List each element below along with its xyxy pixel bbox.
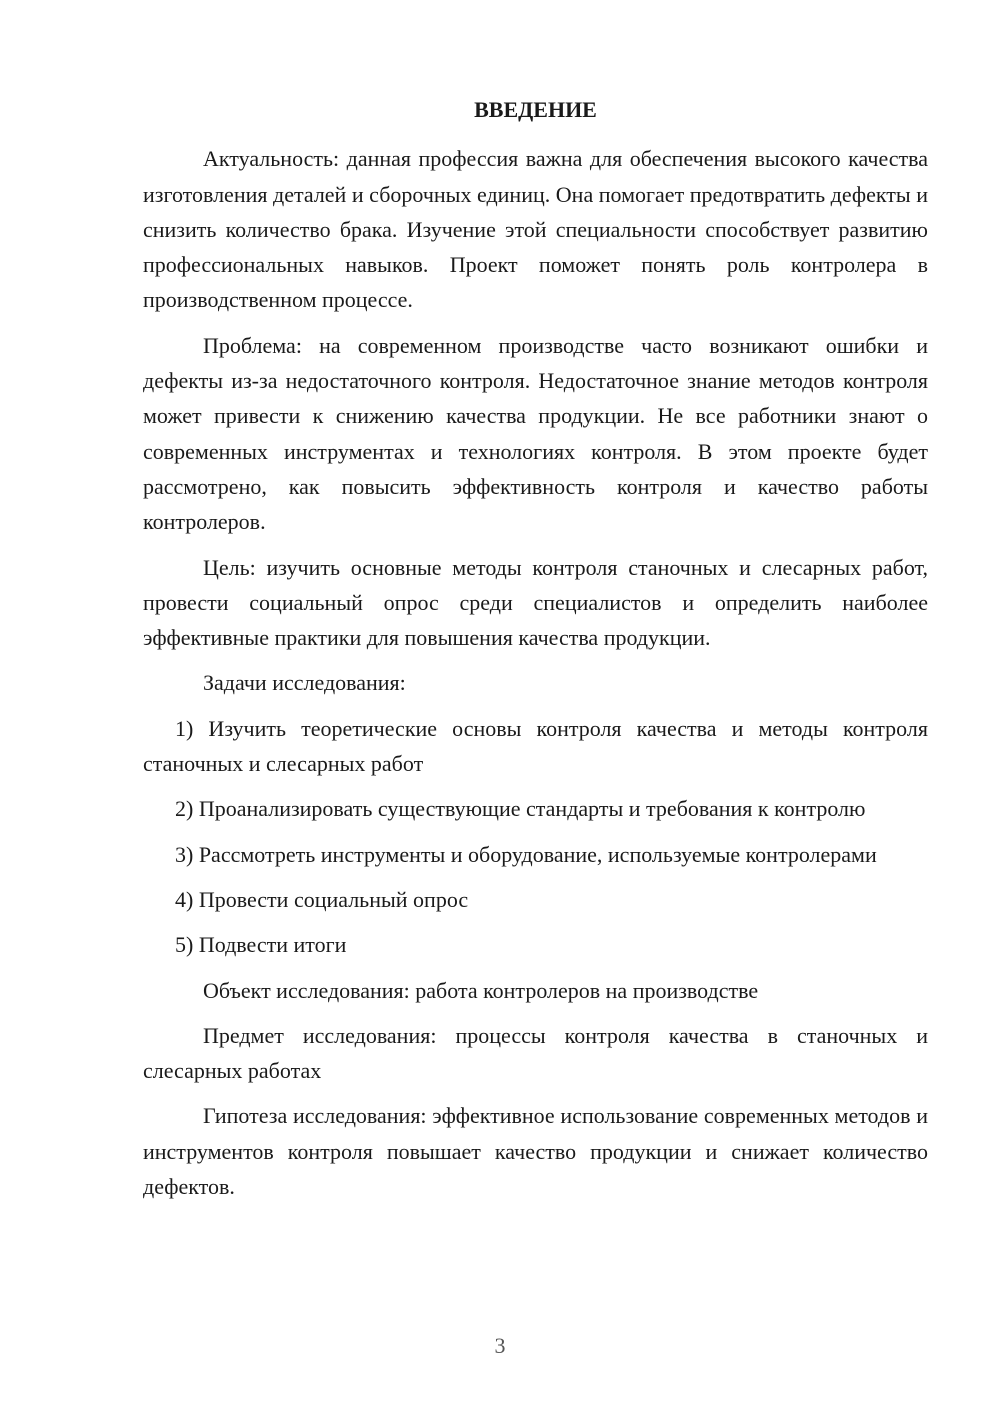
object-paragraph: Объект исследования: работа контролеров на производстве: [203, 977, 759, 1003]
document-page: [143, 92, 928, 1214]
page-title: ВВЕДЕНИЕ: [474, 97, 597, 122]
problem-paragraph: Проблема: на современном производстве часто возникают ошибки и дефекты из-за недостаточного контроля. Недостаточное знание методов контроля может привести к снижению качества продукции. Не все работники знают о современных инструментах и технологиях контроля. В этом проекте будет рассмотрено, как повысить эффективность контроля и качество работы контролеров.: [143, 332, 928, 535]
relevance-paragraph: Актуальность: данная профессия важна для обеспечения высокого качества изготовления деталей и сборочных единиц. Она помогает предотвратить дефекты и снизить количество брака. Изучение этой специальности способствует развитию профессиональных навыков. Проект поможет понять роль контролера в производственном процессе.: [143, 146, 928, 313]
task-item-1: 1) Изучить теоретические основы контроля качества и методы контроля станочных и слесарных работ: [143, 715, 928, 777]
subject-paragraph: Предмет исследования: процессы контроля качества в станочных и слесарных работах: [143, 1022, 928, 1084]
goal-paragraph: Цель: изучить основные методы контроля станочных и слесарных работ, провести социальный опрос среди специалистов и определить наиболее эффективные практики для повышения качества продукции.: [143, 554, 928, 651]
task-item-4: 4) Провести социальный опрос: [175, 886, 469, 912]
task-item-5: 5) Подвести итоги: [175, 932, 347, 958]
task-item-3: 3) Рассмотреть инструменты и оборудование, используемые контролерами: [175, 841, 877, 867]
task-item-2: 2) Проанализировать существующие стандарты и требования к контролю: [175, 796, 866, 822]
tasks-heading: Задачи исследования:: [203, 670, 406, 696]
hypothesis-paragraph: Гипотеза исследования: эффективное использование современных методов и инструментов контроля повышает качество продукции и снижает количество дефектов.: [143, 1103, 928, 1200]
page-number: 3: [494, 1333, 506, 1358]
